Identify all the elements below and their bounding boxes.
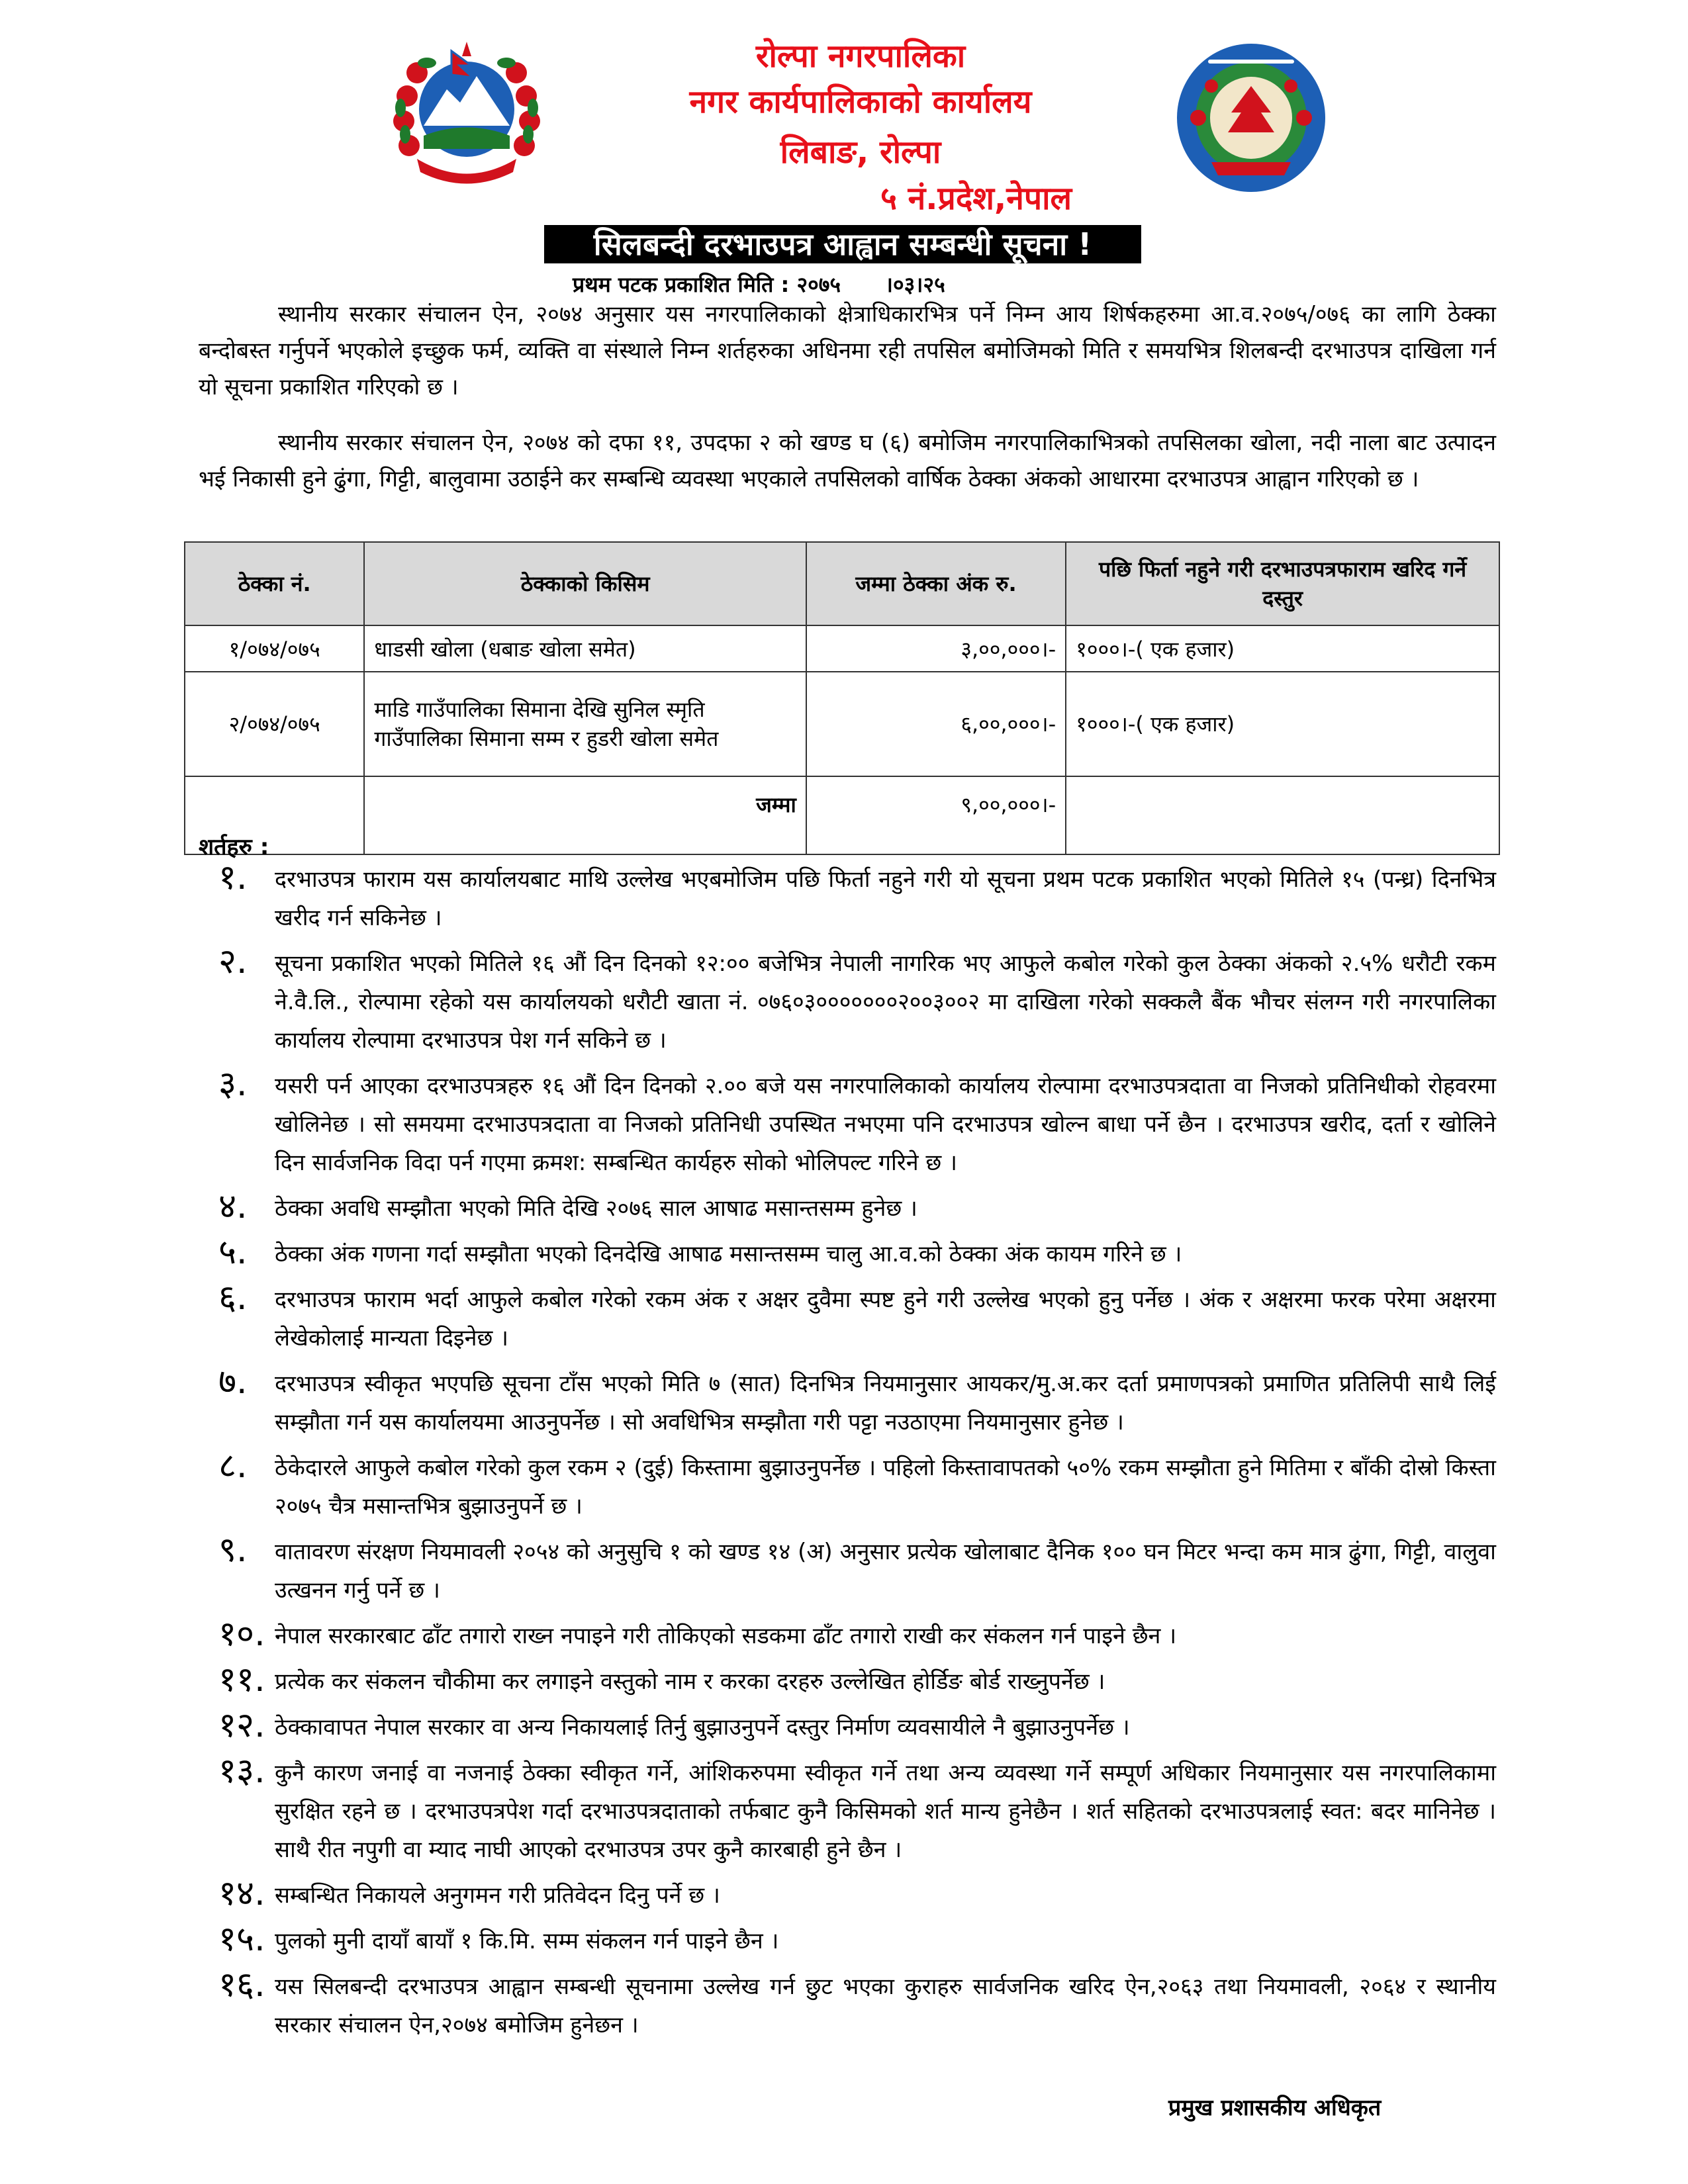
conditions-heading: शर्तहरु : bbox=[199, 834, 269, 860]
condition-text: दरभाउपत्र फाराम भर्दा आफुले कबोल गरेको रकम अंक र अक्षर दुवैमा स्पष्ट हुने गरी उल्लेख भएको हुनु पर्नेछ । अंक र अक्षरमा फरक परेमा अक्षरमा लेखेकोलाई मान्यता दिइनेछ । bbox=[275, 1287, 1496, 1351]
condition-text: प्रत्येक कर संकलन चौकीमा कर लगाइने वस्तुको नाम र करका दरहरु उल्लेखित होर्डिङ बोर्ड राख्नुपर्नेछ । bbox=[275, 1668, 1105, 1695]
municipality-name: रोल्पा नगरपालिका bbox=[755, 38, 966, 75]
nepal-government-emblem-icon bbox=[391, 36, 543, 192]
list-item bbox=[199, 1751, 1496, 1869]
cell-contract-no: २/०७४/०७५ bbox=[185, 672, 364, 776]
list-item bbox=[199, 1876, 1496, 1915]
condition-text: नेपाल सरकारबाट ढाँट तगारो राख्न नपाइने गरी तोकिएको सडकमा ढाँट तगारो राखी कर संकलन गर्न पाइने छैन । bbox=[275, 1623, 1177, 1649]
contract-table bbox=[184, 541, 1500, 855]
list-item bbox=[199, 1278, 1496, 1357]
condition-number: ५. bbox=[218, 1232, 248, 1272]
condition-number: १. bbox=[218, 858, 248, 897]
condition-text: ठेकेदारले आफुले कबोल गरेको कुल रकम २ (दुई) किस्तामा बुझाउनुपर्नेछ । पहिलो किस्तावापतको ५०% रकम सम्झौता हुने मितिमा र बाँकी दोस्रो किस्ता २०७५ चैत्र मसान्तभित्र बुझाउनुपर्ने छ । bbox=[275, 1455, 1496, 1520]
cell-contract-type: धाडसी खोला (धबाङ खोला समेत) bbox=[364, 625, 806, 672]
cell-fee: १०००।-( एक हजार) bbox=[1066, 625, 1499, 672]
signature-title: प्रमुख प्रशासकीय अधिकृत bbox=[1168, 2095, 1382, 2121]
condition-number: १४. bbox=[218, 1874, 265, 1913]
list-item bbox=[199, 944, 1496, 1060]
table-row bbox=[185, 625, 1499, 672]
condition-text: ठेक्का अवधि सम्झौता भएको मिति देखि २०७६ साल आषाढ मसान्तसम्म हुनेछ । bbox=[275, 1195, 917, 1222]
condition-text: दरभाउपत्र फाराम यस कार्यालयबाट माथि उल्लेख भएबमोजिम पछि फिर्ता नहुने गरी यो सूचना प्रथम पटक प्रकाशित भएको मितिले १५ (पन्ध्र) दिनभित्र खरीद गर्न सकिनेछ । bbox=[275, 866, 1496, 931]
total-label: जम्मा bbox=[364, 776, 806, 854]
cell-contract-no: १/०७४/०७५ bbox=[185, 625, 364, 672]
condition-number: १३. bbox=[218, 1751, 265, 1791]
condition-number: १५. bbox=[218, 1919, 265, 1959]
table-total-row bbox=[185, 776, 1499, 854]
header-contract-type: ठेक्काको किसिम bbox=[364, 542, 806, 625]
list-item bbox=[199, 1530, 1496, 1610]
condition-number: ४. bbox=[218, 1187, 248, 1226]
list-item bbox=[199, 860, 1496, 937]
list-item bbox=[199, 1708, 1496, 1747]
condition-text: दरभाउपत्र स्वीकृत भएपछि सूचना टाँस भएको मिति ७ (सात) दिनभित्र नियमानुसार आयकर/मु.अ.कर दर्ता प्रमाणपत्रको प्रमाणित प्रतिलिपी साथै लिई सम्झौता गर्न यस कार्यालयमा आउनुपर्नेछ । सो अवधिभित्र सम्झौता गरी पट्टा नउठाएमा नियमानुसार हुनेछ । bbox=[275, 1371, 1496, 1435]
header-total-amount: जम्मा ठेक्का अंक रु. bbox=[806, 542, 1066, 625]
list-item bbox=[199, 1362, 1496, 1441]
condition-number: ६. bbox=[218, 1278, 248, 1318]
province-name: ५ नं.प्रदेश,नेपाल bbox=[880, 180, 1072, 217]
total-value: ९,००,०००।- bbox=[806, 776, 1066, 854]
list-item bbox=[199, 1919, 1496, 1960]
condition-text: ठेक्कावापत नेपाल सरकार वा अन्य निकायलाई तिर्नु बुझाउनुपर्ने दस्तुर निर्माण व्यवसायीले नै बुझाउनुपर्नेछ । bbox=[275, 1714, 1130, 1741]
notice-title: सिलबन्दी दरभाउपत्र आह्वान सम्बन्धी सूचना ! bbox=[544, 225, 1141, 263]
condition-text: सम्बन्धित निकायले अनुगमन गरी प्रतिवेदन दिनु पर्ने छ । bbox=[275, 1882, 720, 1909]
list-item bbox=[199, 1662, 1496, 1701]
condition-number: ९. bbox=[218, 1530, 248, 1570]
list-item bbox=[199, 1446, 1496, 1525]
office-name: नगर कार्यपालिकाको कार्यालय bbox=[689, 83, 1032, 120]
rolpa-municipality-logo-icon bbox=[1172, 40, 1331, 195]
intro-paragraph-1: स्थानीय सरकार संचालन ऐन, २०७४ अनुसार यस नगरपालिकाको क्षेत्राधिकारभित्र पर्ने निम्न आय शिर्षकहरुमा आ.व.२०७५/०७६ का लागि ठेक्का बन्दोबस्त गर्नुपर्ने भएकोले इच्छुक फर्म, व्यक्ति वा संस्थाले निम्न शर्तहरुका अधिनमा रही तपसिल बमोजिमको मिति र समयभित्र शिलबन्दी दरभाउपत्र दाखिला गर्न यो सूचना प्रकाशित गरिएको छ । bbox=[199, 301, 1496, 400]
list-item bbox=[199, 1965, 1496, 2044]
condition-text: पुलको मुनी दायाँ बायाँ १ कि.मि. सम्म संकलन गर्न पाइने छैन । bbox=[275, 1928, 779, 1954]
condition-text: वातावरण संरक्षण नियमावली २०५४ को अनुसुचि १ को खण्ड १४ (अ) अनुसार प्रत्येक खोलाबाट दैनिक १०० घन मिटर भन्दा कम मात्र ढुंगा, गिट्टी, वालुवा उत्खनन गर्नु पर्ने छ । bbox=[275, 1539, 1496, 1604]
cell-contract-type: माडि गाउँपालिका सिमाना देखि सुनिल स्मृति गाउँपालिका सिमाना सम्म र हुडरी खोला समेत bbox=[364, 672, 806, 776]
condition-number: १२. bbox=[218, 1706, 265, 1745]
conditions-list bbox=[199, 860, 1496, 2052]
condition-number: ११. bbox=[218, 1660, 265, 1700]
header-form-fee: पछि फिर्ता नहुने गरी दरभाउपत्रफाराम खरिद गर्ने दस्तुर bbox=[1066, 542, 1499, 625]
condition-text: ठेक्का अंक गणना गर्दा सम्झौता भएको दिनदेखि आषाढ मसान्तसम्म चालु आ.व.को ठेक्का अंक कायम गरिने छ । bbox=[275, 1241, 1182, 1267]
condition-number: २. bbox=[218, 942, 248, 981]
condition-number: १६. bbox=[218, 1965, 265, 2005]
condition-text: यस सिलबन्दी दरभाउपत्र आह्वान सम्बन्धी सूचनामा उल्लेख गर्न छुट भएका कुराहरु सार्वजनिक खरिद ऐन,२०६३ तथा नियमावली, २०६४ र स्थानीय सरकार संचालन ऐन,२०७४ बमोजिम हुनेछन । bbox=[275, 1974, 1496, 2038]
list-item bbox=[199, 1614, 1496, 1655]
cell-amount: ३,००,०००।- bbox=[806, 625, 1066, 672]
condition-number: १०. bbox=[218, 1614, 265, 1654]
condition-text: सूचना प्रकाशित भएको मितिले १६ औं दिन दिनको १२:०० बजेभित्र नेपाली नागरिक भए आफुले कबोल गरेको कुल ठेक्का अंकको २.५% धरौटी रकम ने.वै.लि., रोल्पामा रहेको यस कार्यालयको धरौटी खाता नं. ०७६०३०००००००२००३००२ मा दाखिला गरेको सक्कलै बैंक भौचर संलग्न गरी नगरपालिका कार्यालय रोल्पामा दरभाउपत्र पेश गर्न सकिने छ । bbox=[275, 950, 1496, 1054]
condition-number: ३. bbox=[218, 1064, 248, 1104]
table-header-row bbox=[185, 542, 1499, 625]
list-item bbox=[199, 1189, 1496, 1228]
condition-number: ७. bbox=[218, 1362, 248, 1402]
intro-paragraph-2: स्थानीय सरकार संचालन ऐन, २०७४ को दफा ११, उपदफा २ को खण्ड घ (६) बमोजिम नगरपालिकाभित्रको तपसिलका खोला, नदी नाला बाट उत्पादन भई निकासी हुने ढुंगा, गिट्टी, बालुवामा उठाईने कर सम्बन्धि व्यवस्था भएकाले तपसिलको वार्षिक ठेक्का अंकको आधारमा दरभाउपत्र आह्वान गरिएको छ । bbox=[199, 430, 1496, 492]
list-item bbox=[199, 1232, 1496, 1273]
cell-amount: ६,००,०००।- bbox=[806, 672, 1066, 776]
office-location: लिबाङ, रोल्पा bbox=[780, 134, 941, 171]
cell-empty bbox=[1066, 776, 1499, 854]
condition-text: कुनै कारण जनाई वा नजनाई ठेक्का स्वीकृत गर्ने, आंशिकरुपमा स्वीकृत गर्ने तथा अन्य व्यवस्था गर्ने सम्पूर्ण अधिकार नियमानुसार यस नगरपालिकामा सुरक्षित रहने छ । दरभाउपत्रपेश गर्दा दरभाउपत्रदाताको तर्फबाट कुनै किसिमको शर्त मान्य हुनेछैन । शर्त सहितको दरभाउपत्रलाई स्वत: बदर मानिनेछ । साथै रीत नपुगी वा म्याद नाघी आएको दरभाउपत्र उपर कुनै कारबाही हुने छैन । bbox=[275, 1760, 1496, 1863]
condition-number: ८. bbox=[218, 1446, 248, 1486]
table-row bbox=[185, 672, 1499, 776]
cell-fee: १०००।-( एक हजार) bbox=[1066, 672, 1499, 776]
header-contract-no: ठेक्का नं. bbox=[185, 542, 364, 625]
list-item bbox=[199, 1064, 1496, 1182]
condition-text: यसरी पर्न आएका दरभाउपत्रहरु १६ औं दिन दिनको २.०० बजे यस नगरपालिकाको कार्यालय रोल्पामा दरभाउपत्रदाता वा निजको प्रतिनिधीको रोहवरमा खोलिनेछ । सो समयमा दरभाउपत्रदाता वा निजको प्रतिनिधी उपस्थित नभएमा पनि दरभाउपत्र खोल्न बाधा पर्ने छैन । दरभाउपत्र खरीद, दर्ता र खोलिने दिन सार्वजनिक विदा पर्न गएमा क्रमश: सम्बन्धित कार्यहरु सोको भोलिपल्ट गरिने छ । bbox=[275, 1073, 1496, 1176]
published-date: प्रथम पटक प्रकाशित मिति : २०७५ ।०३।२५ bbox=[573, 272, 945, 297]
